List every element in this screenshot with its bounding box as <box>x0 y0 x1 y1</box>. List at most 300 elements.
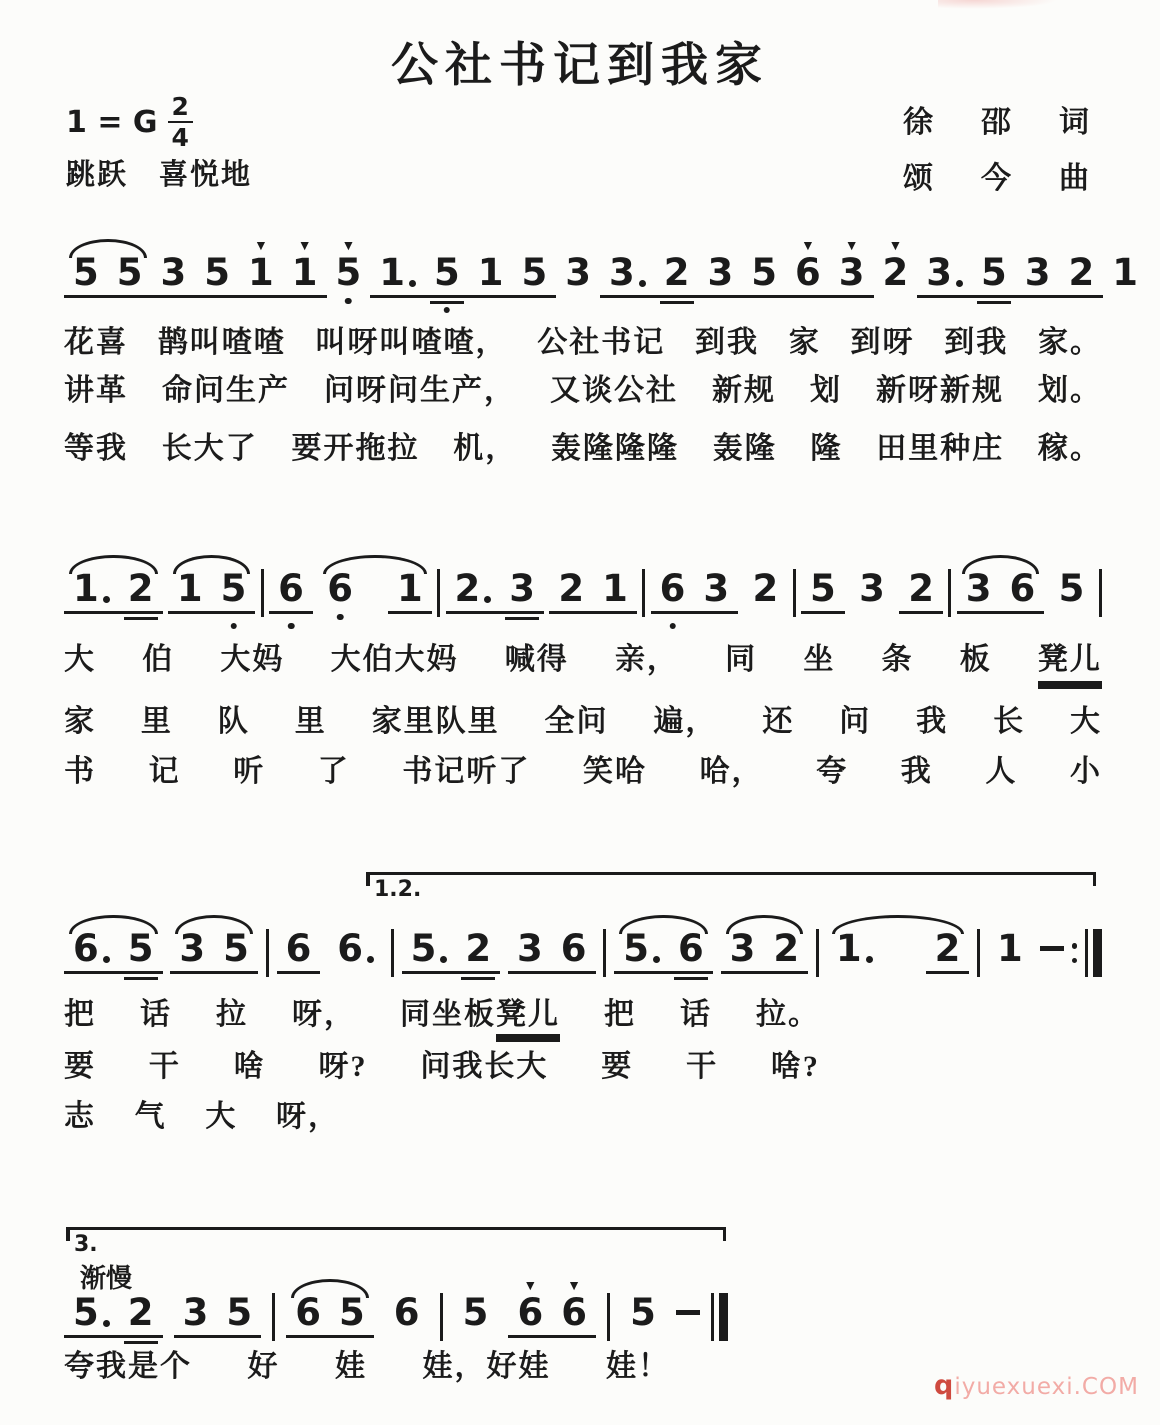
note-group <box>1050 556 1094 625</box>
note-group-row <box>556 240 600 309</box>
note-group <box>402 916 501 985</box>
note-digit <box>565 251 591 294</box>
note <box>549 556 593 625</box>
lyric-segment: 划。 <box>1038 374 1102 407</box>
note-group-row <box>385 1280 429 1349</box>
note-number: 5 <box>981 251 1007 294</box>
note <box>614 916 669 985</box>
note-digit <box>561 1291 587 1334</box>
note <box>456 916 500 985</box>
note-number: 3 <box>707 251 734 294</box>
note-digit <box>335 251 362 294</box>
lyric-segment: 里 <box>140 705 173 738</box>
note-number: 3 <box>565 251 591 294</box>
beam-underline <box>64 971 119 974</box>
lyric-segment: 把 <box>64 998 96 1031</box>
note-digit <box>223 927 249 970</box>
note <box>402 916 457 985</box>
note <box>513 240 557 309</box>
lyric-segment: 人 <box>985 755 1018 788</box>
note-group-row <box>786 240 874 309</box>
note-group-row <box>370 240 469 309</box>
barline-thick <box>719 1293 728 1341</box>
note-digit <box>926 251 963 294</box>
note-digit <box>379 251 416 294</box>
beam-underline <box>370 295 425 298</box>
augmentation-dot <box>103 1320 110 1327</box>
note-digit <box>179 927 206 970</box>
low-octave-dot <box>669 623 676 630</box>
lyric-segment: 里 <box>294 705 327 738</box>
note-group-row <box>721 916 809 985</box>
volta-bracket <box>66 1227 726 1260</box>
lyric-segment: 话 <box>680 998 712 1031</box>
lyric-segment: 还 <box>762 705 795 738</box>
lyric-segment: 娃，好娃 <box>422 1350 551 1383</box>
note-group <box>64 556 163 625</box>
note <box>318 556 362 625</box>
beam-underline <box>669 971 713 974</box>
note <box>170 916 214 985</box>
note-digit <box>630 1291 656 1334</box>
beam-underline <box>694 611 738 614</box>
watermark-initial: q <box>934 1370 955 1401</box>
lyric-segment: 我 <box>900 755 933 788</box>
note-group <box>239 240 327 309</box>
note-number: 3 <box>160 251 187 294</box>
note-number: 1 <box>997 927 1023 970</box>
note-group <box>286 1280 374 1349</box>
lyric-segment: 要开拖拉 <box>291 432 420 465</box>
watermark-text: iyuexuexi.COM <box>954 1374 1139 1400</box>
lyric-segment: 划 <box>810 374 842 407</box>
note-digit <box>116 251 143 294</box>
note-group <box>168 556 256 625</box>
note-number: 1 <box>602 567 628 610</box>
beam-underline <box>195 295 239 298</box>
note-digit <box>729 927 756 970</box>
beam-underline <box>699 295 743 298</box>
beam-underline <box>212 611 256 614</box>
low-octave-dot <box>345 298 352 305</box>
lyric-segment: 听 <box>233 755 266 788</box>
note-digit <box>337 927 374 970</box>
lyric-row <box>64 705 1102 740</box>
note <box>212 556 256 625</box>
note-group-row <box>328 916 383 985</box>
note-group <box>370 240 469 309</box>
beam-underline <box>742 295 786 298</box>
note-digit <box>454 567 492 610</box>
barline <box>261 569 264 617</box>
note-group <box>988 916 1032 985</box>
note <box>764 916 808 985</box>
beam-underline <box>124 977 158 980</box>
note-group <box>64 916 163 985</box>
lyricist-credit: 徐 邵 词 <box>903 106 1098 139</box>
note-group <box>556 240 600 309</box>
augmentation-dot <box>103 596 110 603</box>
note <box>168 556 212 625</box>
lyric-segment: 了 <box>317 755 350 788</box>
lyric-row <box>64 998 820 1033</box>
note-digit <box>434 251 460 294</box>
note <box>742 240 786 309</box>
note-group <box>170 916 258 985</box>
accent-mark: ▼ <box>567 1279 581 1294</box>
lyric-segment: 坐 <box>803 643 836 676</box>
note-number: 1 <box>397 567 423 610</box>
note-group <box>1016 240 1104 309</box>
note-number: 1 <box>379 251 405 294</box>
note <box>621 1280 665 1349</box>
note <box>508 916 552 985</box>
note <box>552 916 596 985</box>
note-digit <box>1009 567 1036 610</box>
note <box>669 916 713 985</box>
lyric-segment: 鹊叫喳喳 <box>157 326 286 359</box>
lyric-segment: 夸我是个 <box>64 1350 192 1383</box>
note-group <box>651 556 739 625</box>
augmentation-dot <box>653 956 660 963</box>
note <box>425 240 469 309</box>
repeat-dots <box>1072 929 1078 977</box>
note-number: 5 <box>623 927 649 970</box>
note <box>721 916 765 985</box>
note-group-row <box>988 916 1032 985</box>
note-number: 5 <box>434 251 460 294</box>
beam-underline <box>899 611 943 614</box>
lyric-segment: 到我 <box>695 326 759 359</box>
note-number: 5 <box>116 251 143 294</box>
note-digit <box>838 251 865 294</box>
note-group <box>277 916 321 985</box>
note-digit <box>560 927 587 970</box>
barline <box>603 929 606 977</box>
lyric-row <box>64 432 1102 467</box>
note-digit <box>517 1291 544 1334</box>
note-group <box>1103 240 1147 309</box>
time-signature <box>168 94 193 150</box>
note-group-row <box>174 1280 262 1349</box>
note-digit <box>609 251 646 294</box>
note-digit <box>291 251 318 294</box>
low-octave-dot <box>337 614 344 621</box>
note-number: 6 <box>517 1291 544 1334</box>
note-digit <box>934 927 961 970</box>
note-group-row <box>286 1280 374 1349</box>
note-digit <box>810 567 836 610</box>
note <box>744 556 788 625</box>
note-digit <box>204 251 230 294</box>
key-signature-text: 1 = G <box>66 104 158 140</box>
beam-underline <box>801 611 845 614</box>
note-digit <box>517 927 543 970</box>
lyric-segment: 话 <box>140 998 172 1031</box>
note-digit <box>127 1291 154 1334</box>
lyric-segment: 长大了 <box>161 432 258 465</box>
beam-underline <box>277 971 321 974</box>
note-number: 5 <box>127 927 154 970</box>
lyric-segment: 志 <box>64 1100 96 1133</box>
note <box>500 556 544 625</box>
volta-right-tick <box>1093 873 1097 886</box>
note-number: 3 <box>859 567 885 610</box>
note-group-row <box>64 240 152 309</box>
lyric-run: 凳儿 <box>496 998 560 1037</box>
lyric-segment: 家里队里 <box>371 705 500 738</box>
note <box>385 1280 429 1349</box>
beam-underline <box>508 1335 552 1338</box>
lyric-segment: 夸 <box>816 755 849 788</box>
lyric-segment: 轰隆隆隆 <box>551 432 679 465</box>
note-group <box>827 916 970 985</box>
note-number: 1 <box>291 251 318 294</box>
note-digit <box>127 927 154 970</box>
lyric-segment: 大伯大妈 <box>330 643 459 676</box>
beam-underline <box>957 611 1001 614</box>
note-group <box>850 556 894 625</box>
music-line <box>64 916 1102 996</box>
note-number: 5 <box>73 251 99 294</box>
note-digit <box>226 1291 253 1334</box>
lyric-segment: 小 <box>1069 755 1102 788</box>
note-group <box>899 556 943 625</box>
note <box>239 240 283 309</box>
lyric-segment: 命问生产 <box>162 374 290 407</box>
beam-underline <box>651 611 695 614</box>
lyric-segment: 同 <box>725 643 758 676</box>
lyric-segment: 全问 <box>544 705 609 738</box>
note-number: 2 <box>558 567 585 610</box>
lyric-segment: 把 <box>604 998 636 1031</box>
beam-underline <box>660 301 694 304</box>
note-number: 5 <box>204 251 230 294</box>
barline <box>642 569 645 617</box>
note-number: 6 <box>560 927 587 970</box>
note-number: 1 <box>1112 251 1138 294</box>
beam-underline <box>64 295 108 298</box>
beam-underline <box>917 295 972 298</box>
note-group <box>957 556 1045 625</box>
note-group <box>786 240 874 309</box>
lyric-segment: 呀? <box>318 1050 368 1083</box>
note-digit <box>1024 251 1051 294</box>
accent-mark: ▼ <box>800 239 815 254</box>
note-digit <box>981 251 1007 294</box>
note-number: 1 <box>73 567 99 610</box>
barline <box>793 569 796 617</box>
volta-label: 3. <box>74 1232 98 1257</box>
dash-note <box>676 1310 700 1315</box>
note-group <box>549 556 637 625</box>
beam-underline <box>505 617 539 620</box>
barline <box>607 1293 610 1341</box>
beam-underline <box>283 295 327 298</box>
lyric-segment: 书记听了 <box>402 755 531 788</box>
note-number: 3 <box>609 251 635 294</box>
watermark-fragment <box>938 0 1058 9</box>
note-group-row <box>64 556 163 625</box>
note <box>972 240 1016 309</box>
note-number: 2 <box>465 927 492 970</box>
note-digit <box>707 251 734 294</box>
beam-underline <box>214 971 258 974</box>
note-digit <box>285 927 312 970</box>
note <box>446 556 501 625</box>
note-digit <box>859 567 885 610</box>
lyric-segment: 队 <box>217 705 250 738</box>
low-octave-dot <box>230 623 237 630</box>
note-number: 5 <box>226 1291 253 1334</box>
beam-underline <box>926 971 970 974</box>
beam-underline <box>119 1335 163 1338</box>
note-group-row <box>269 556 313 625</box>
lyric-segment: 问 <box>839 705 872 738</box>
note-number: 5 <box>1058 567 1085 610</box>
lyric-segment: 干 <box>686 1050 719 1083</box>
accent-mark: ▼ <box>341 239 356 254</box>
note <box>899 556 943 625</box>
note-digit <box>465 927 492 970</box>
note <box>830 240 874 309</box>
note-group <box>454 1280 498 1349</box>
note-number: 2 <box>882 251 909 294</box>
lyric-segment: 大 <box>64 643 96 676</box>
note <box>786 240 830 309</box>
note-group-row <box>277 916 321 985</box>
music-line <box>64 556 1102 636</box>
note <box>327 240 371 309</box>
barline <box>977 929 980 977</box>
lyric-segment: 等我 <box>64 432 128 465</box>
note-group <box>699 240 787 309</box>
augmentation-dot <box>484 596 491 603</box>
note-group-row <box>402 916 501 985</box>
beam-underline <box>430 301 464 304</box>
note-number: 6 <box>677 927 704 970</box>
note-number: 1 <box>477 251 504 294</box>
lyric-segment: 公社书记 <box>537 326 666 359</box>
beam-underline <box>388 611 432 614</box>
note <box>119 556 163 625</box>
note-number: 5 <box>521 251 548 294</box>
note-number: 5 <box>630 1291 656 1334</box>
note-digit <box>509 567 535 610</box>
note-number: 2 <box>663 251 690 294</box>
augmentation-dot <box>956 280 963 287</box>
note-number: 3 <box>179 927 206 970</box>
barline <box>266 929 269 977</box>
note <box>655 240 699 309</box>
beam-underline <box>124 1341 158 1344</box>
note-group-row <box>239 240 327 309</box>
note-digit <box>462 1291 489 1334</box>
note-number: 2 <box>908 567 934 610</box>
note <box>108 240 152 309</box>
lyric-segment: 家。 <box>1038 326 1102 359</box>
note <box>699 240 743 309</box>
note-digit <box>73 251 99 294</box>
low-octave-dot <box>444 307 451 314</box>
note <box>988 916 1032 985</box>
beam-underline <box>174 1335 218 1338</box>
lyric-segment: 要 <box>64 1050 96 1083</box>
page-title: 公社书记到我家 <box>391 38 769 91</box>
lyric-segment: 问我长大 <box>420 1050 549 1083</box>
lyric-segment: 笑哈 <box>582 755 647 788</box>
note-number: 2 <box>1068 251 1095 294</box>
note <box>694 556 738 625</box>
note-digit <box>997 927 1023 970</box>
beam-underline <box>764 971 808 974</box>
key-signature <box>66 94 193 150</box>
lyric-segment: 叫呀叫喳喳， <box>315 326 508 359</box>
note-number: 3 <box>703 567 730 610</box>
note-digit <box>278 567 304 610</box>
barline <box>1099 569 1102 617</box>
note-group-row <box>327 240 371 309</box>
note-digit <box>623 927 660 970</box>
time-signature-numerator: 2 <box>168 94 193 123</box>
note-number: 6 <box>73 927 99 970</box>
note-group <box>64 240 152 309</box>
lyric-segment: 喊得 <box>504 643 569 676</box>
note <box>269 556 313 625</box>
lyric-segment: 又谈公社 <box>550 374 678 407</box>
note-group <box>874 240 918 309</box>
note-number: 5 <box>73 1291 99 1334</box>
lyric-segment: 记 <box>148 755 181 788</box>
note-digit <box>327 567 353 610</box>
note <box>556 240 600 309</box>
lyric-segment: 啥? <box>770 1050 820 1083</box>
note <box>874 240 918 309</box>
note-number: 2 <box>934 927 961 970</box>
note-group <box>917 240 1016 309</box>
note-digit <box>659 567 686 610</box>
beam-underline <box>402 971 457 974</box>
lyric-segment: 书 <box>64 755 96 788</box>
note-group <box>152 240 240 309</box>
lyric-row <box>64 374 1102 409</box>
volta-right-tick <box>723 1228 727 1241</box>
note-number: 6 <box>295 1291 321 1334</box>
augmentation-dot <box>409 280 416 287</box>
note <box>926 916 970 985</box>
note <box>330 1280 374 1349</box>
lyric-segment: 呀， <box>275 1100 340 1133</box>
note-digit <box>1112 251 1138 294</box>
note-digit <box>182 1291 209 1334</box>
note-number: 5 <box>223 927 249 970</box>
accent-mark: ▼ <box>297 239 312 254</box>
note-number: 6 <box>393 1291 420 1334</box>
barline-thin <box>1085 929 1088 977</box>
note-number: 5 <box>410 927 437 970</box>
augmentation-dot <box>440 956 447 963</box>
lyric-segment: 拉。 <box>756 998 820 1031</box>
note <box>370 240 425 309</box>
lyric-segment: 到我 <box>944 326 1009 359</box>
note-group-row <box>850 556 894 625</box>
note-number: 6 <box>285 927 312 970</box>
beam-underline <box>124 617 158 620</box>
note-number: 2 <box>127 1291 154 1334</box>
accent-mark: ▼ <box>253 239 268 254</box>
note-group-row <box>454 1280 498 1349</box>
dash-note <box>1040 946 1064 951</box>
